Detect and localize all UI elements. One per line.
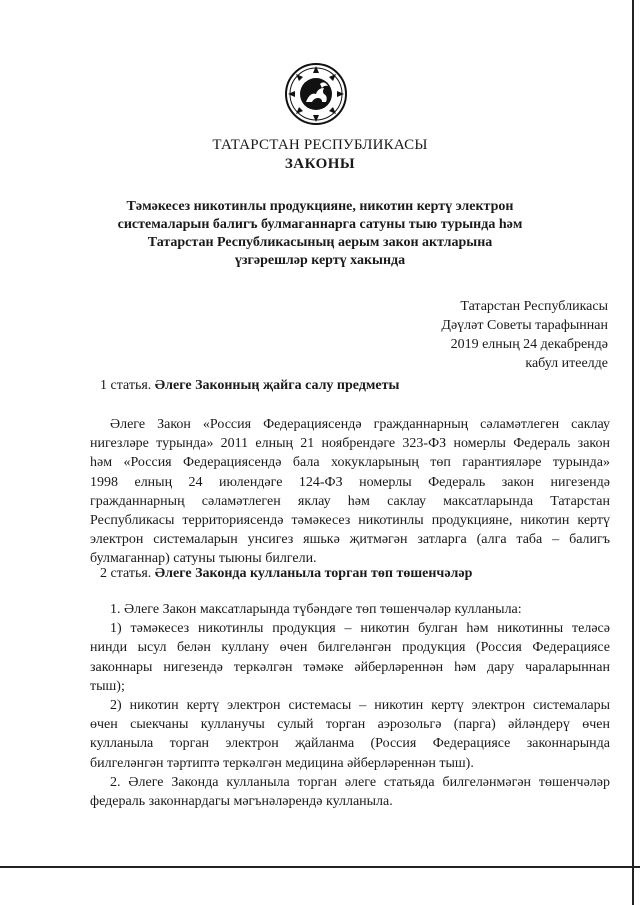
text-line: кулланыла торган электрон җайланма (Россия Федерациясе законнарында xyxy=(90,736,610,752)
law-title xyxy=(90,198,550,270)
text-line: 1998 елның 24 июлендәге 124-ФЗ номерлы Федераль закон нигезендә xyxy=(90,474,610,490)
text-line: законнары нигезендә теркәлгән тәмәке әйберләреннән һәм дару чараларыннан xyxy=(90,659,610,675)
adoption-line: Дәүләт Советы тарафыннан xyxy=(441,318,608,333)
article-2-heading xyxy=(100,566,472,582)
article-number: 1 статья. xyxy=(100,378,152,393)
article-title: Әлеге Законда кулланыла торган төп төшенчәләр xyxy=(154,566,473,581)
article-2-text xyxy=(90,600,610,811)
scan-edge-right xyxy=(632,0,634,905)
title-line: үзгәрешләр кертү хакында xyxy=(234,253,406,268)
article-1-text xyxy=(90,415,610,569)
adoption-line: Татарстан Республикасы xyxy=(460,299,608,314)
text-line: электрон системаларын унсигез яшькә җитмәгән затларга (алга таба – балигъ xyxy=(90,532,610,548)
text-line: билгеләнгән тәртиптә теркәлгән медицина әйберләреннән тыш). xyxy=(90,755,474,771)
text-line: Республикасы территориясендә тәмәкесез никотинлы продукцияне, никотин кертү xyxy=(90,513,610,529)
document-type: ЗАКОНЫ xyxy=(284,156,356,172)
adoption-line: кабул итеелде xyxy=(525,356,608,371)
text-line: 2. Әлеге Законда кулланыла торган әлеге статьяда билгеләнмәгән төшенчәләр xyxy=(110,774,610,790)
issuer-name: ТАТАРСТАН РЕСПУБЛИКАСЫ xyxy=(212,137,428,153)
text-line: өчен сыекчаны кулланучы сулый торган аэрозольгә (парга) әйләндерү өчен xyxy=(90,717,610,733)
title-line: Татарстан Республикасының аерым закон актларына xyxy=(147,235,493,250)
title-line: Тәмәкесез никотинлы продукцияне, никотин кертү электрон xyxy=(126,199,514,214)
article-number: 2 статья. xyxy=(100,566,152,581)
text-line: 1) тәмәкесез никотинлы продукция – никотин булган һәм никотинны теләсә xyxy=(110,621,610,637)
adoption-block xyxy=(441,297,608,373)
text-line: һәм «Россия Федерациясендә бала хокукларының төп гарантияләре турында» xyxy=(90,455,610,471)
scan-edge-bottom xyxy=(0,866,640,868)
text-line: нигезләре турында» 2011 елның 21 ноябрендәге 323-ФЗ номерлы Федераль закон xyxy=(90,436,610,452)
article-title: Әлеге Законның җайга салу предметы xyxy=(154,378,400,393)
text-line: гражданнарның сәламәтлеген яклау һәм саклау максатларында Татарстан xyxy=(90,493,610,509)
title-line: системаларын балигъ булмаганнарга сатуны тыю турында һәм xyxy=(117,217,523,232)
text-line: федераль законнардагы мәгънәләрендә кулланыла. xyxy=(90,794,393,810)
article-1-heading xyxy=(100,378,399,394)
text-line: 2) никотин кертү электрон системасы – никотин кертү электрон системалары xyxy=(110,698,610,714)
text-line: нинди ысул белән куллану өчен билгеләнгән продукция (Россия Федерациясе xyxy=(90,640,610,656)
text-line: булмаганнар) сатуны тыюны билгели. xyxy=(90,551,317,567)
text-line: Әлеге Закон «Россия Федерациясендә гражданнарның сәламәтлеген саклау xyxy=(110,417,610,432)
text-line: тыш); xyxy=(90,678,125,694)
text-line: 1. Әлеге Закон максатларында түбәндәге төп төшенчәләр кулланыла: xyxy=(110,602,522,617)
adoption-line: 2019 елның 24 декабрендә xyxy=(450,337,608,352)
tatarstan-coat-of-arms-icon xyxy=(284,62,348,126)
